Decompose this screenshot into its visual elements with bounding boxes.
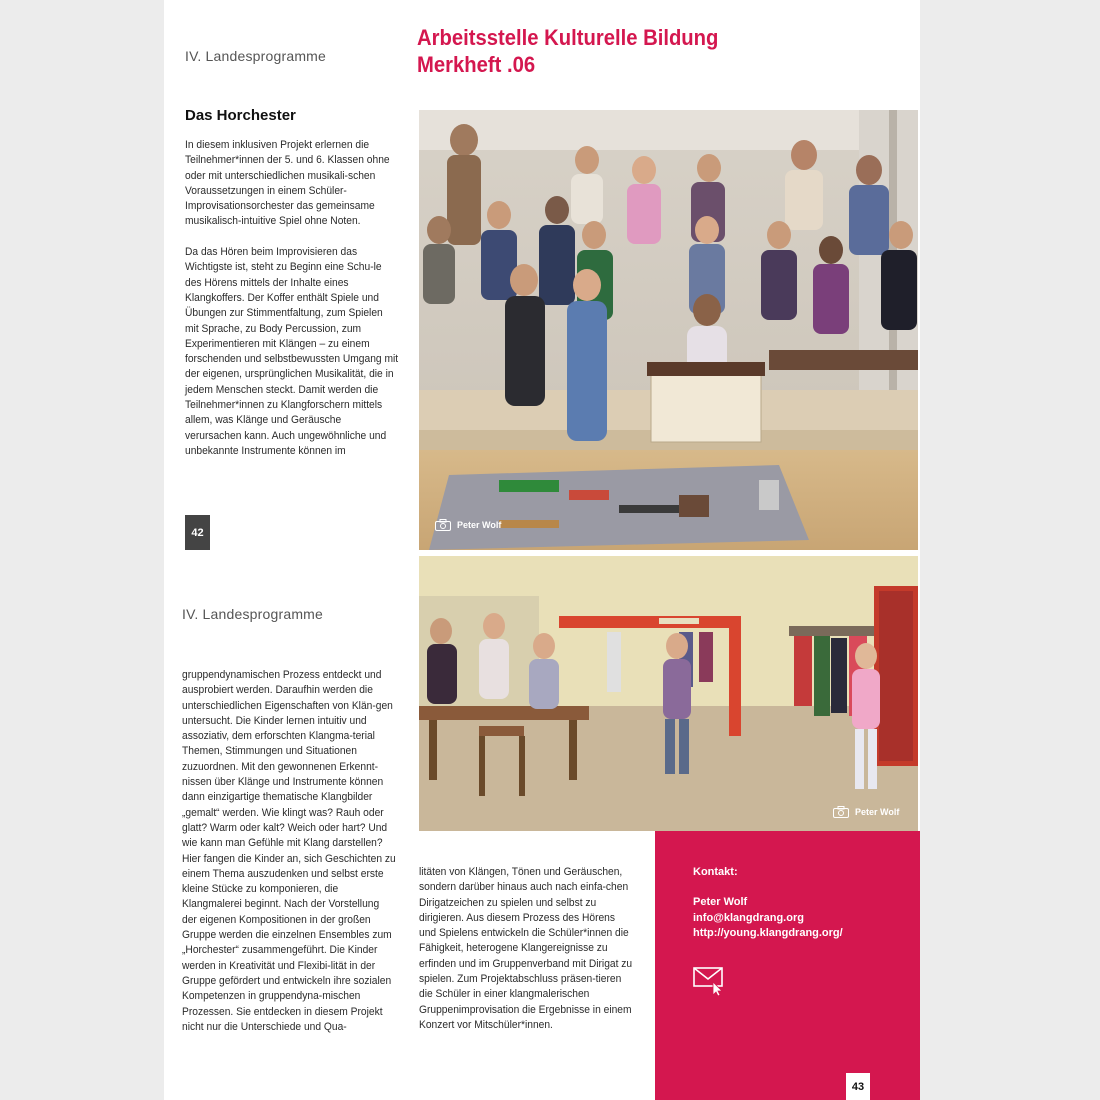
article-column-1: [185, 138, 399, 475]
contact-name: Peter Wolf: [693, 896, 748, 908]
photo-children-conducting: [419, 556, 918, 831]
section-label-bottom: IV. Landesprogramme: [182, 606, 324, 622]
page-number-right: 43: [846, 1073, 870, 1100]
article-column-3-text: litäten von Klängen, Tönen und Geräuschen, sondern darüber hinaus auch nach einfa-chen Dirigatzeichen zu spielen und selbst zu dirigieren. Aus diesem Prozess des Hörens und Spielens entwickeln die Schüler*innen die Fähigkeit, heterogene Klangereignisse zu erfinden und im Gruppenverband mit Dirigat zu spielen. Zum Projektabschluss präsen-tieren die Schüler in einer klangmalerischen Gruppenimprovisation die Ergebnisse in einem Konzert vor Mitschüler*innen.: [419, 866, 633, 1031]
photo-credit-1: [435, 519, 501, 531]
document-page: [164, 0, 920, 1100]
article-paragraph-2: Da das Hören beim Improvisieren das Wichtigste ist, steht zu Beginn eine Schu-le des Hörens mittels der Inhalte eines Klangkoffers. Der Koffer enthält Spiele und Übungen zur Stimmentfaltung, zum Spielen mit Sprache, zu Body Percussion, zum Experimentieren mit Klängen – zu einem forschenden und selbstbewussten Umgang mit der eigenen, ursprünglichen Musikalität, die in jedem Menschen steckt. Damit werden die Teilnehmer*innen zu Klangforschern mittels allem, was Klänge und Geräusche verursachen kann. Auch ungewöhnliche und unbekannte Instrumente können im: [185, 246, 399, 457]
contact-panel: [655, 831, 920, 1100]
photo-children-ensemble: [419, 110, 918, 550]
page-number-left: 42: [185, 515, 210, 550]
article-column-3: [419, 865, 633, 1049]
article-column-2: [182, 668, 396, 1050]
publication-title-line1: Arbeitsstelle Kulturelle Bildung: [417, 25, 719, 50]
camera-icon: [435, 519, 451, 531]
article-paragraph-1: In diesem inklusiven Projekt erlernen die Teilnehmer*innen der 5. und 6. Klassen ohne oder mit unterschiedlichen musikali-schen Voraussetzungen in einem Schüler-Improvisationsorchester das gemeinsame musikalisch-intuitive Spiel ohne Noten.: [185, 139, 390, 228]
photo-children-ensemble-image: [419, 110, 918, 550]
contact-label: Kontakt:: [693, 866, 738, 878]
article-column-2-text: gruppendynamischen Prozess entdeckt und ausprobiert werden. Daraufhin werden die unterschiedlichen Eigenschaften von Klän-gen untersucht. Die Kinder lernen intuitiv und assoziativ, dem erforschten Klangma-terial Themen, Stimmungen und Situationen zuzuordnen. Mit den gewonnenen Erkennt-nissen über Klänge und Instrumente können dann einzigartige thematische Klangbilder „gemalt“ werden. Wie klingt was? Rauh oder glatt? Warm oder kalt? Weich oder hart? Und wie kann man Gefühle mit Klang darstellen? Hier fangen die Kinder an, sich Geschichten zu einem Thema auszudenken und selbst erste kleine Stücke zu komponieren, die Klangmalerei beginnt. Nach der Vorstellung der eigenen Kompositionen in der großen Gruppe werden die einzelnen Ensembles zum „Horchester“ zusammengeführt. Die Kinder werden in Kreativität und Flexibi-lität in der Gruppe gefördert und entwickeln ihre sozialen Kompetenzen in gruppendyna-mischen Prozessen. Sie entdecken in diesem Projekt nicht nur die Unterschiede und Qua-: [182, 669, 396, 1033]
publication-title-line2: Merkheft .06: [417, 52, 536, 77]
contact-url[interactable]: http://young.klangdrang.org/: [693, 927, 843, 939]
camera-icon: [833, 806, 849, 818]
photo-credit-1-text: Peter Wolf: [457, 520, 502, 530]
article-title: Das Horchester: [185, 107, 296, 124]
photo-children-conducting-image: [419, 556, 918, 831]
photo-credit-2: [833, 806, 899, 818]
publication-title: [417, 24, 718, 78]
contact-details: [693, 895, 843, 942]
section-label-top: IV. Landesprogramme: [185, 48, 327, 64]
contact-email[interactable]: info@klangdrang.org: [693, 911, 804, 924]
photo-credit-2-text: Peter Wolf: [855, 807, 900, 817]
mail-icon[interactable]: [693, 964, 725, 1001]
